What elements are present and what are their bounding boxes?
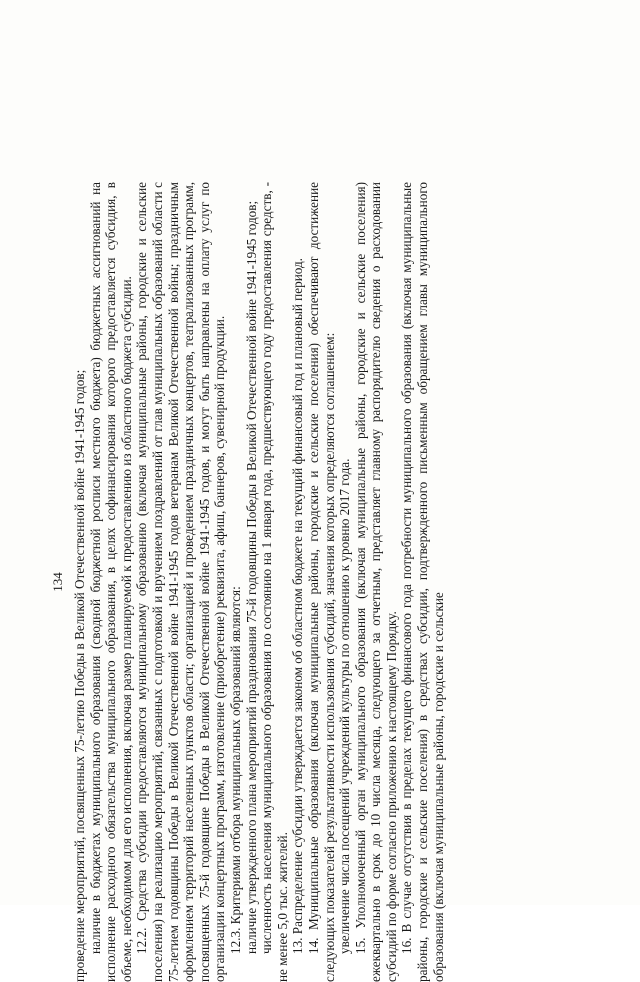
paragraph: 12.3. Критериями отбора муниципальных образований являются: [227,586,243,954]
paragraph: увеличение числа посещений учреждений культуры по отношению к уровню 2017 года. [337,458,353,954]
paragraph: численность населения муниципального образования по состоянию на 1 января года, предшествующего году предоставления средств, - не менее 5,0 тыс. жителей. [259,182,290,982]
page-number: 134 [50,572,65,592]
rotated-text-block [50,182,590,982]
paragraph: 12.2. Средства субсидии предоставляются муниципальному образованию (включая муниципальные районы, городские и сельские поселения) на реализацию мероприятий, связанных с подготовкой и вручением поздравлений от глав муниципальных образований области с 75-летием годовщины Победы в Великой Отечественной войне 1941-1945 годов ветеранам Великой Отечественной войны; праздничным оформлением территорий населенных пунктов области; организацией и проведением праздничных концертов, театрализованных программ, посвященных 75-й годовщине Победы в Великой Отечественной войне 1941-1945 годов, и могут быть направлены на оплату услуг по организации концертных программ, изготовление (приобретение) реквизита, афиш, баннеров, сувенирной продукции. [134,182,228,982]
paragraph: 14. Муниципальные образования (включая муниципальные районы, городские и сельские поселения) обеспечивают достижение следующих показателей результативности использования субсидий, значения которых определяются соглашением: [305,182,337,982]
paragraph: проведение мероприятий, посвященных 75-летию Победы в Великой Отечественной войне 1941-1945 годов; [72,369,87,982]
paragraph: наличие в бюджетах муниципального образования (сводной бюджетной росписи местного бюджета) бюджетных ассигнований на исполнение расходного обязательства муниципального образования, в целях софинансирования которого предоставляется субсидия, в объеме, необходимом для его исполнения, включая размер планируемой к предоставлению из областного бюджета субсидии. [87,182,134,982]
document-body [72,182,446,982]
rotated-page-frame [50,182,590,982]
paragraph: наличие утвержденного плана мероприятий празднования 75-й годовщины Победы в Великой Отечественной войне 1941-1945 годов; [243,200,259,954]
paragraph: 15. Уполномоченный орган муниципального образования (включая муниципальные районы, городские и сельские поселения) ежеквартально в срок до 10 числа месяца, следующего за отчетным, представляет главному распорядителю сведения о расходовании субсидий по форме согласно приложению к настоящему Порядку. [352,182,399,982]
paragraph: 13. Распределение субсидии утверждается законом об областном бюджете на текущий финансовый год и плановый период. [290,258,306,954]
paragraph: 16. В случае отсутствия в пределах текущего финансового года потребности муниципального образования (включая муниципальные районы, городские и сельские поселения) в средствах субсидии, подтвержденного письменным обращением главы муниципального образования (включая муниципальные районы, городские и сельские [399,182,446,982]
